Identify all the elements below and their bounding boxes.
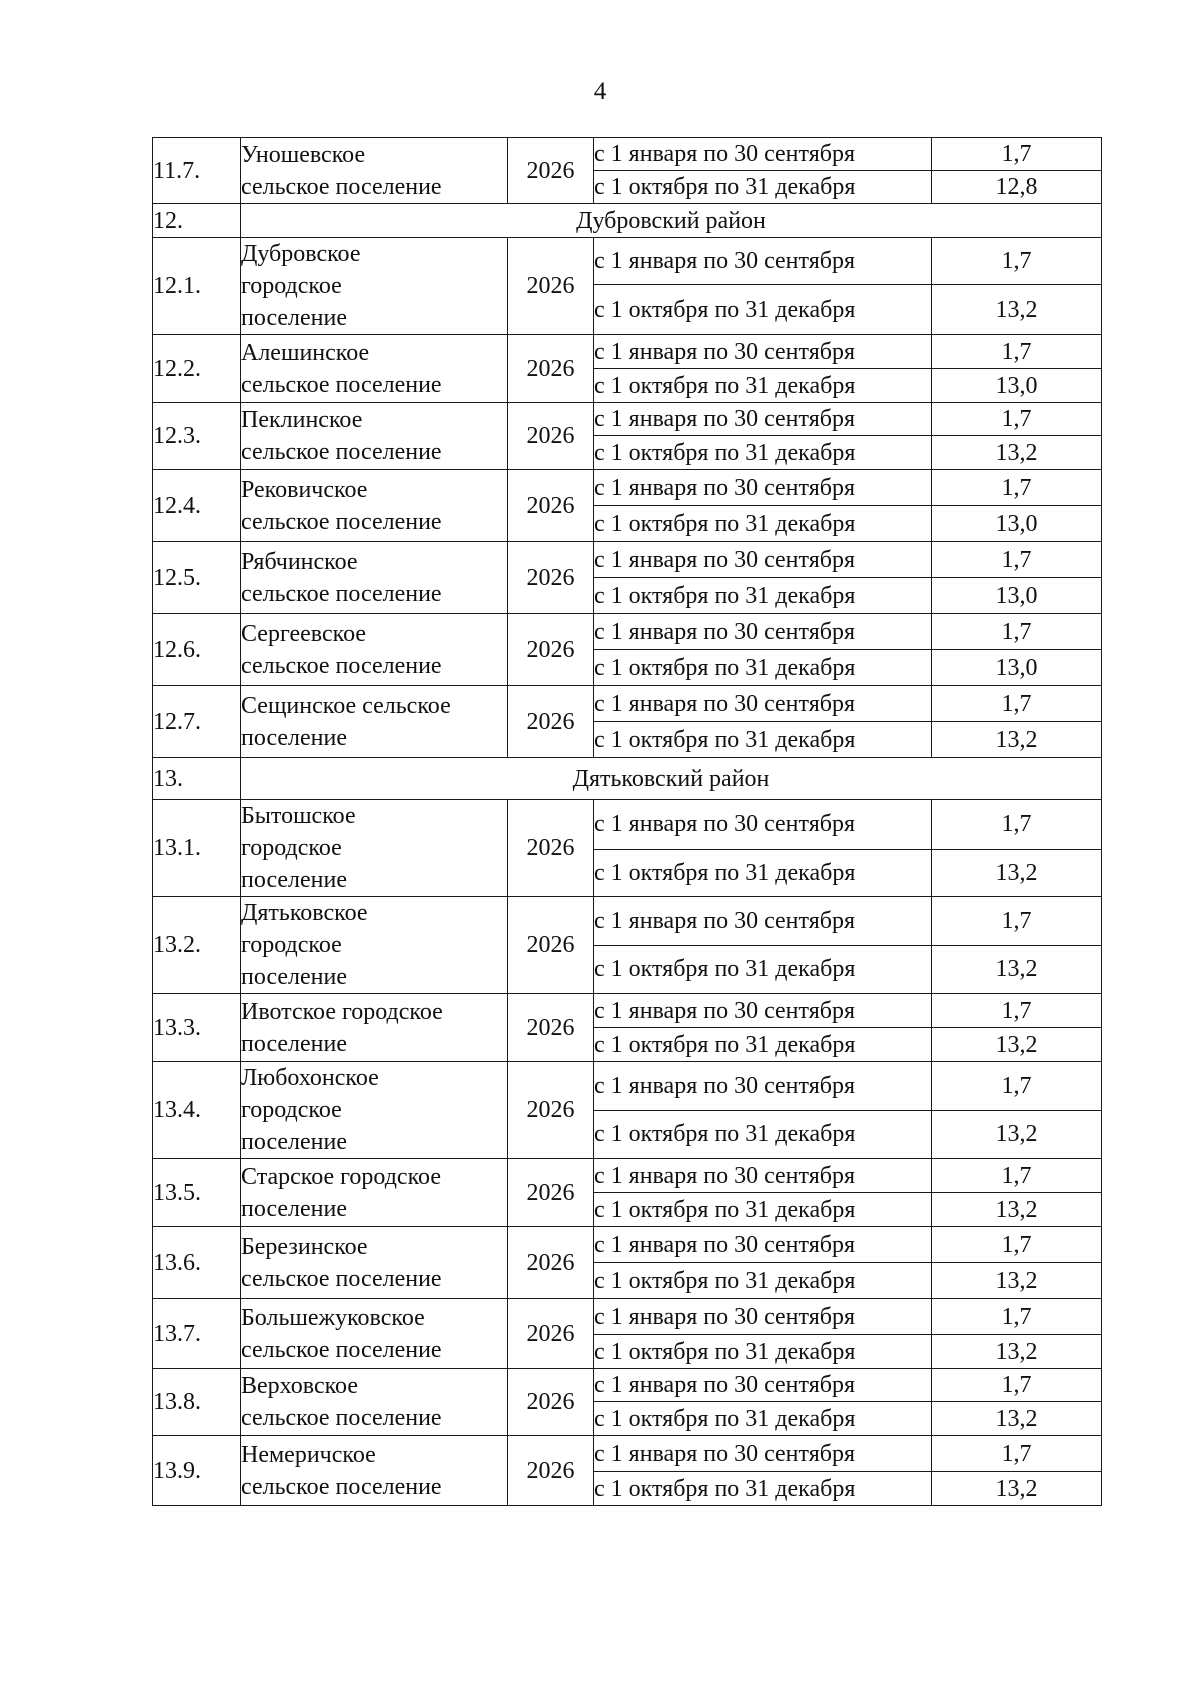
period-2: с 1 октября по 31 декабря [594,945,932,994]
value-1: 1,7 [932,614,1102,650]
period-1: с 1 января по 30 сентября [594,1062,932,1111]
table-row [153,614,1102,650]
period-1: с 1 января по 30 сентября [594,403,932,436]
district-name: Дубровский район [241,204,1102,238]
year: 2026 [508,1436,594,1506]
row-number: 13.5. [153,1159,241,1227]
settlement-name-line: Алешинское [241,339,370,366]
row-number: 13.8. [153,1369,241,1436]
settlement-name [241,686,508,758]
settlement-name [241,1159,508,1227]
year: 2026 [508,238,594,335]
value-1: 1,7 [932,1299,1102,1335]
period-1: с 1 января по 30 сентября [594,1299,932,1335]
period-1: с 1 января по 30 сентября [594,335,932,369]
year: 2026 [508,800,594,897]
year: 2026 [508,470,594,542]
settlement-name-line: Уношевское [241,141,366,168]
settlement-name-line: поселение [241,964,348,990]
settlement-name-line: Сещинское сельское [241,692,451,719]
period-1: с 1 января по 30 сентября [594,1159,932,1193]
settlement-name [241,1227,508,1299]
value-2: 13,2 [932,285,1102,335]
settlement-name-line: поселение [241,1030,348,1057]
value-2: 13,0 [932,650,1102,686]
year: 2026 [508,1062,594,1159]
value-1: 1,7 [932,994,1102,1028]
value-2: 13,2 [932,1028,1102,1062]
settlement-name [241,1062,508,1159]
period-2: с 1 октября по 31 декабря [594,650,932,686]
settlement-name-line: Большежуковское [241,1304,425,1331]
period-1: с 1 января по 30 сентября [594,470,932,506]
settlement-name-line: сельское поселение [241,173,442,200]
settlement-name-line: сельское поселение [241,439,442,465]
period-1: с 1 января по 30 сентября [594,1369,932,1402]
period-1: с 1 января по 30 сентября [594,686,932,722]
row-number: 13.2. [153,897,241,994]
year: 2026 [508,403,594,470]
value-1: 1,7 [932,800,1102,850]
value-2: 13,2 [932,1263,1102,1299]
district-number: 12. [153,204,241,238]
period-1: с 1 января по 30 сентября [594,1436,932,1472]
year: 2026 [508,542,594,614]
settlement-name [241,800,508,897]
period-1: с 1 января по 30 сентября [594,614,932,650]
period-2: с 1 октября по 31 декабря [594,1402,932,1436]
table-row [153,1369,1102,1402]
period-2: с 1 октября по 31 декабря [594,1335,932,1369]
period-2: с 1 октября по 31 декабря [594,1028,932,1062]
value-2: 13,0 [932,506,1102,542]
settlement-name [241,403,508,470]
value-2: 13,0 [932,578,1102,614]
settlement-name-line: Березинское [241,1233,368,1260]
settlement-name-line: Дятьковское [241,900,368,926]
settlement-name-line: Бытошское [241,803,356,829]
settlement-name-line: поселение [241,1195,348,1222]
settlement-name-line: городское [241,932,342,958]
row-number: 12.1. [153,238,241,335]
period-1: с 1 января по 30 сентября [594,800,932,850]
value-2: 13,2 [932,1193,1102,1227]
period-2: с 1 октября по 31 декабря [594,849,932,896]
period-2: с 1 октября по 31 декабря [594,578,932,614]
settlement-name-line: городское [241,835,342,861]
period-1: с 1 января по 30 сентября [594,238,932,285]
row-number: 12.7. [153,686,241,758]
settlement-name [241,897,508,994]
year: 2026 [508,1227,594,1299]
value-1: 1,7 [932,897,1102,946]
settlement-name-line: сельское поселение [241,1336,442,1363]
value-1: 1,7 [932,542,1102,578]
settlement-name [241,335,508,403]
value-1: 1,7 [932,335,1102,369]
row-number: 13.1. [153,800,241,897]
period-2: с 1 октября по 31 декабря [594,1472,932,1506]
row-number: 12.4. [153,470,241,542]
value-2: 12,8 [932,171,1102,204]
year: 2026 [508,614,594,686]
district-row [153,204,1102,238]
settlement-name-line: Пеклинское [241,407,363,433]
period-1: с 1 января по 30 сентября [594,542,932,578]
row-number: 12.3. [153,403,241,470]
row-number: 13.6. [153,1227,241,1299]
settlement-name-line: Дубровское [241,241,361,267]
row-number: 13.4. [153,1062,241,1159]
settlement-name-line: Немеричское [241,1441,376,1468]
period-2: с 1 октября по 31 декабря [594,285,932,335]
settlement-name [241,614,508,686]
table-row [153,1436,1102,1472]
table-row [153,994,1102,1028]
settlement-name [241,994,508,1062]
settlement-name-line: Рековичское [241,476,368,503]
period-1: с 1 января по 30 сентября [594,1227,932,1263]
row-number: 11.7. [153,138,241,204]
period-2: с 1 октября по 31 декабря [594,1263,932,1299]
value-1: 1,7 [932,1227,1102,1263]
settlement-name-line: поселение [241,724,348,751]
value-2: 13,2 [932,436,1102,470]
value-2: 13,2 [932,1110,1102,1159]
value-1: 1,7 [932,1159,1102,1193]
year: 2026 [508,138,594,204]
settlement-name-line: Рябчинское [241,548,358,575]
district-name: Дятьковский район [241,758,1102,800]
year: 2026 [508,686,594,758]
settlement-name-line: городское [241,1097,342,1123]
period-2: с 1 октября по 31 декабря [594,1110,932,1159]
table-row [153,470,1102,506]
settlement-name-line: Сергеевское [241,620,367,647]
settlement-name-line: Любохонское [241,1065,379,1091]
table-row [153,1159,1102,1193]
settlement-name-line: сельское поселение [241,1265,442,1292]
settlement-name-line: сельское поселение [241,652,442,679]
settlement-name-line: поселение [241,305,348,331]
settlement-name-line: Верховское [241,1373,358,1399]
page-number: 4 [593,78,607,105]
settlement-name-line: сельское поселение [241,508,442,535]
period-2: с 1 октября по 31 декабря [594,1193,932,1227]
table-row [153,542,1102,578]
settlement-name-line: сельское поселение [241,1473,442,1500]
value-2: 13,0 [932,369,1102,403]
table-row [153,138,1102,171]
value-2: 13,2 [932,945,1102,994]
value-1: 1,7 [932,238,1102,285]
table-row [153,800,1102,850]
row-number: 13.7. [153,1299,241,1369]
row-number: 12.2. [153,335,241,403]
value-1: 1,7 [932,1436,1102,1472]
period-1: с 1 января по 30 сентября [594,897,932,946]
value-1: 1,7 [932,403,1102,436]
settlement-name [241,1299,508,1369]
settlement-name [241,1436,508,1506]
settlement-name-line: сельское поселение [241,580,442,607]
settlement-name-line: поселение [241,1129,348,1155]
settlement-name-line: городское [241,273,342,299]
table-row [153,1062,1102,1111]
table-row [153,1227,1102,1263]
value-1: 1,7 [932,470,1102,506]
table-row [153,1299,1102,1335]
table-row [153,897,1102,946]
period-2: с 1 октября по 31 декабря [594,171,932,204]
settlement-name [241,1369,508,1436]
settlement-name [241,138,508,204]
value-1: 1,7 [932,138,1102,171]
settlement-name [241,238,508,335]
year: 2026 [508,1369,594,1436]
settlement-name-line: Ивотское городское [241,998,443,1025]
period-2: с 1 октября по 31 декабря [594,369,932,403]
row-number: 12.6. [153,614,241,686]
value-1: 1,7 [932,1062,1102,1111]
tariff-table-body [153,138,1102,1506]
settlement-name-line: сельское поселение [241,371,442,398]
row-number: 12.5. [153,542,241,614]
table-row [153,238,1102,285]
period-2: с 1 октября по 31 декабря [594,722,932,758]
settlement-name-line: сельское поселение [241,1405,442,1431]
year: 2026 [508,1159,594,1227]
value-1: 1,7 [932,686,1102,722]
settlement-name [241,542,508,614]
settlement-name [241,470,508,542]
value-2: 13,2 [932,1335,1102,1369]
year: 2026 [508,335,594,403]
year: 2026 [508,1299,594,1369]
table-row [153,403,1102,436]
period-1: с 1 января по 30 сентября [594,138,932,171]
settlement-name-line: Старское городское [241,1163,441,1190]
value-2: 13,2 [932,722,1102,758]
year: 2026 [508,994,594,1062]
table-row [153,335,1102,369]
value-2: 13,2 [932,849,1102,896]
district-row [153,758,1102,800]
district-number: 13. [153,758,241,800]
value-2: 13,2 [932,1472,1102,1506]
value-2: 13,2 [932,1402,1102,1436]
period-2: с 1 октября по 31 декабря [594,506,932,542]
period-2: с 1 октября по 31 декабря [594,436,932,470]
row-number: 13.3. [153,994,241,1062]
settlement-name-line: поселение [241,867,348,893]
row-number: 13.9. [153,1436,241,1506]
table-row [153,686,1102,722]
tariff-table [152,137,1102,1506]
year: 2026 [508,897,594,994]
period-1: с 1 января по 30 сентября [594,994,932,1028]
value-1: 1,7 [932,1369,1102,1402]
